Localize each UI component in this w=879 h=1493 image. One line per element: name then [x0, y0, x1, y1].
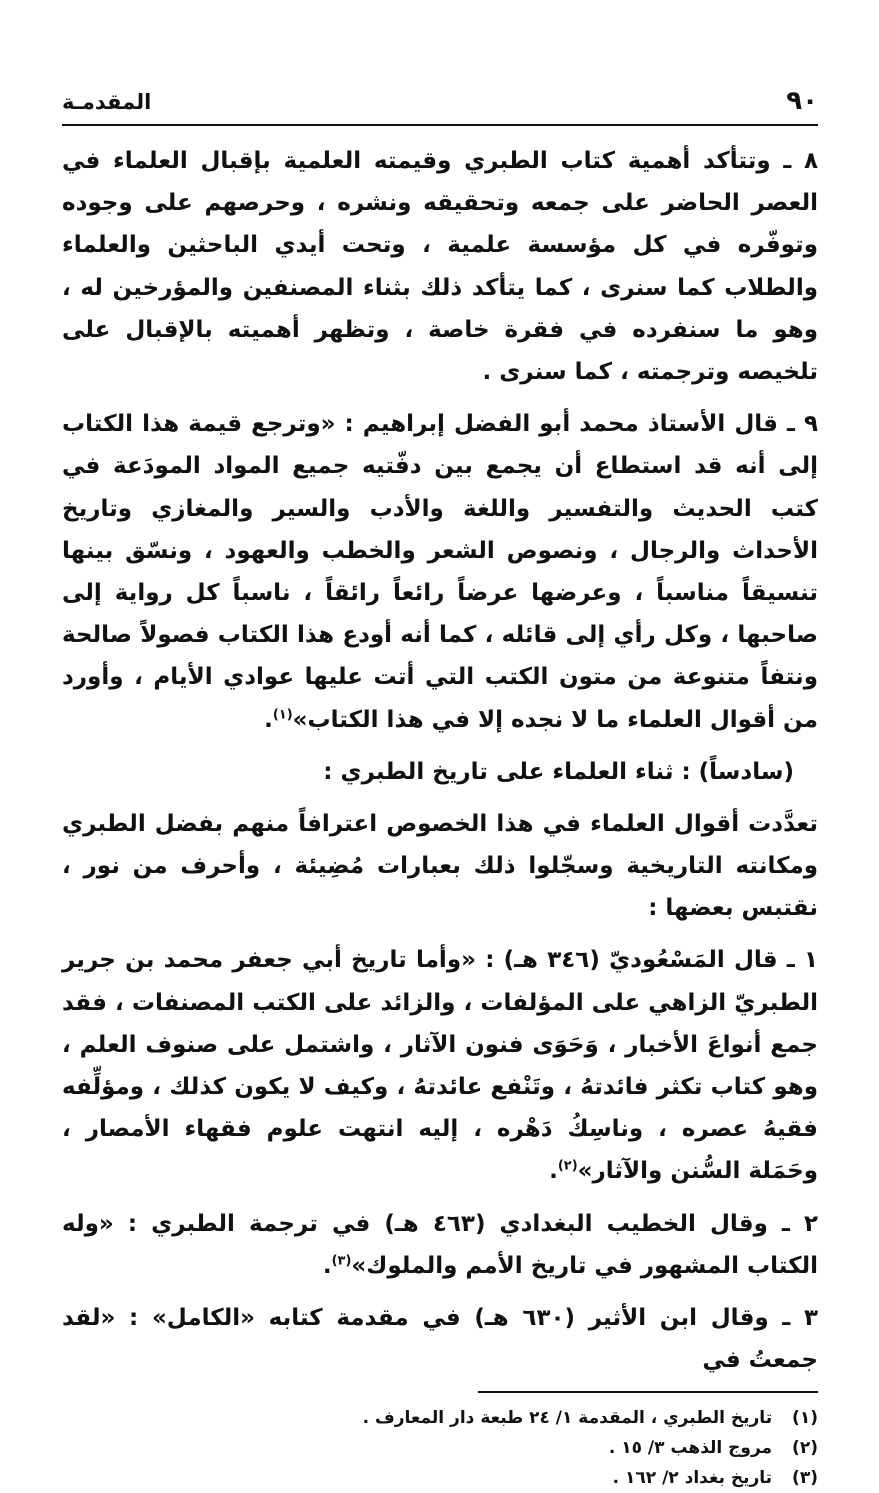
footnote-1 — [62, 1403, 818, 1433]
quote-masudi: ١ ـ قال المَسْعُوديّ (٣٤٦ هـ) : «وأما تاريخ أبي جعفر محمد بن جرير الطبريّ الزاهي على المؤلفات ، والزائد على الكتب المصنفات ، فقد جمع أنواعَ الأخبار ، وَحَوَى فنون الآثار ، واشتمل على صنوف العلم ، وهو كتاب تكثر فائدتهُ ، وتَنْفع عائدتهُ ، وكيف لا يكون كذلك ، ومؤلِّفه فقيهُ عصره ، وناسِكُ دَهْره ، إليه انتهت علوم فقهاء الأمصار ، وحَمَلة السُّنن والآثار»$^{(٢)}$. — [62, 947, 819, 1185]
body-text — [62, 140, 818, 1381]
footnote-text: مروج الذهب ٣/ ١٥ . — [608, 1438, 773, 1459]
footnote-2 — [62, 1433, 818, 1463]
paragraph-text: ٢ ـ وقال الخطيب البغدادي (٤٦٣ هـ) في ترجمة الطبري : «وله الكتاب المشهور في تاريخ الأمم والملوك» — [62, 1210, 819, 1279]
footnote-text: تاريخ بغداد ٢/ ١٦٢ . — [612, 1468, 773, 1489]
paragraph-9: ٩ ـ قال الأستاذ محمد أبو الفضل إبراهيم : «وترجع قيمة هذا الكتاب إلى أنه قد استطاع أن يجمع بين دفّتيه جميع المواد المودَعة في كتب الحديث والتفسير واللغة والأدب والسير والمغازي وتاريخ الأحداث والرجال ، ونصوص الشعر والخطب والعهود ، ونسّق بينها تنسيقاً مناسباً ، وعرضها عرضاً رائعاً رائقاً ، ناسباً كل رواية إلى صاحبها ، وكل رأي إلى قائله ، كما أنه أودع هذا الكتاب فصولاً صالحة ونتفاً متنوعة من متون الكتب التي أتت عليها عوادي الأيام ، وأورد من أقوال العلماء ما لا نجده إلا في هذا الكتاب»$^{(١)}$. — [62, 411, 818, 733]
running-head: المقدمـة — [62, 90, 152, 114]
quote-ibn-athir — [62, 1297, 818, 1381]
footnote-ref[interactable]: (١) — [272, 706, 293, 722]
footnote-number: (٢) — [792, 1438, 818, 1459]
footnote-number: (٣) — [792, 1468, 818, 1489]
quote-khatib: ٢ ـ وقال الخطيب البغدادي (٤٦٣ هـ) في ترجمة الطبري : «وله الكتاب المشهور في تاريخ الأمم والملوك»$^{(٣)}$. — [62, 1210, 819, 1279]
book-page — [62, 80, 818, 1493]
paragraph-text: ٣ ـ وقال ابن الأثير (٦٣٠ هـ) في مقدمة كتابه «الكامل» : «لقد جمعتُ في — [62, 1305, 818, 1374]
paragraph-8 — [62, 140, 818, 393]
section-intro — [62, 803, 818, 930]
footnote-ref[interactable]: (٢) — [557, 1158, 578, 1174]
footnote-number: (١) — [792, 1408, 818, 1429]
page-number: ٩٠ — [786, 86, 818, 116]
footnote-ref[interactable]: (٣) — [331, 1253, 352, 1269]
page-header — [62, 80, 818, 126]
footnote-3 — [62, 1463, 818, 1493]
paragraph-text: ٨ ـ وتتأكد أهمية كتاب الطبري وقيمته العلمية بإقبال العلماء في العصر الحاضر على جمعه وتحقيقه ونشره ، وحرصهم على وجوده وتوفّره في كل مؤسسة علمية ، وتحت أيدي الباحثين والعلماء والطلاب كما سنرى ، كما يتأكد ذلك بثناء المصنفين والمؤرخين له ، وهو ما سنفرده في فقرة خاصة ، وتظهر أهميته بالإقبال على تلخيصه وترجمته ، كما سنرى . — [62, 148, 818, 386]
footnotes — [62, 1403, 818, 1493]
paragraph-text: ١ ـ قال المَسْعُوديّ (٣٤٦ هـ) : «وأما تاريخ أبي جعفر محمد بن جرير الطبريّ الزاهي على المؤلفات ، والزائد على الكتب المصنفات ، فقد جمع أنواعَ الأخبار ، وَحَوَى فنون الآثار ، واشتمل على صنوف العلم ، وهو كتاب تكثر فائدتهُ ، وتَنْفع عائدتهُ ، وكيف لا يكون كذلك ، ومؤلِّفه فقيهُ عصره ، وناسِكُ دَهْره ، إليه انتهت علوم فقهاء الأمصار ، وحَمَلة السُّنن والآثار» — [62, 947, 819, 1185]
paragraph-text: تعدَّدت أقوال العلماء في هذا الخصوص اعترافاً منهم بفضل الطبري ومكانته التاريخية وسجّلوا ذلك بعبارات مُضِيئة ، وأحرف من نور ، نقتبس بعضها : — [62, 810, 818, 922]
paragraph-text: ٩ ـ قال الأستاذ محمد أبو الفضل إبراهيم : «وترجع قيمة هذا الكتاب إلى أنه قد استطاع أن يجمع بين دفّتيه جميع المواد المودَعة في كتب الحديث والتفسير واللغة والأدب والسير والمغازي وتاريخ الأحداث والرجال ، ونصوص الشعر والخطب والعهود ، ونسّق بينها تنسيقاً مناسباً ، وعرضها عرضاً رائعاً رائقاً ، ناسباً كل رواية إلى صاحبها ، وكل رأي إلى قائله ، كما أنه أودع هذا الكتاب فصولاً صالحة ونتفاً متنوعة من متون الكتب التي أتت عليها عوادي الأيام ، وأورد من أقوال العلماء ما لا نجده إلا في هذا الكتاب» — [62, 411, 818, 733]
section-heading: (سادساً) : ثناء العلماء على تاريخ الطبري : — [323, 758, 794, 785]
footnote-text: تاريخ الطبري ، المقدمة ١/ ٢٤ طبعة دار المعارف . — [362, 1408, 773, 1429]
